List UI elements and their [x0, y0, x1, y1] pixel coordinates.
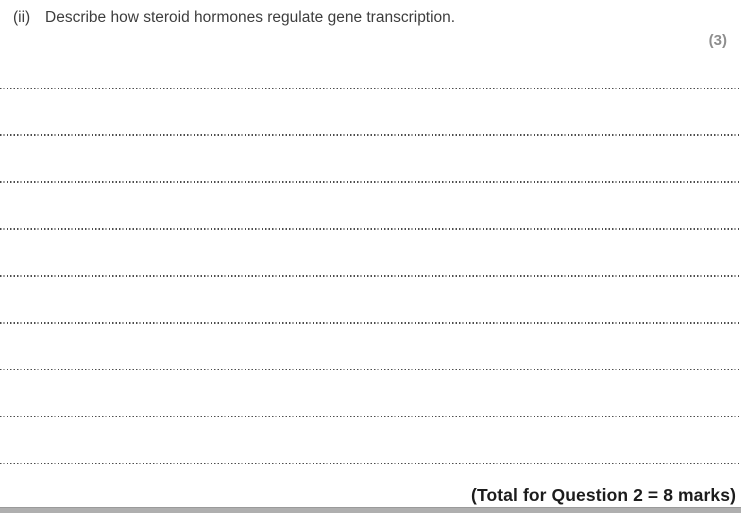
answer-line	[0, 134, 741, 136]
total-marks-label: (Total for Question 2 = 8 marks)	[471, 485, 736, 505]
answer-line	[0, 463, 741, 465]
answer-line	[0, 322, 741, 324]
question-header	[13, 8, 701, 28]
answer-line	[0, 369, 741, 371]
marks-label: (3)	[708, 32, 727, 49]
answer-line	[0, 181, 741, 183]
answer-line	[0, 228, 741, 230]
footer-divider-bar	[0, 507, 741, 513]
answer-line	[0, 416, 741, 418]
question-text: Describe how steroid hormones regulate gene transcription.	[45, 9, 456, 26]
answer-line	[0, 275, 741, 277]
question-number: (ii)	[13, 9, 31, 26]
answer-line	[0, 88, 741, 90]
